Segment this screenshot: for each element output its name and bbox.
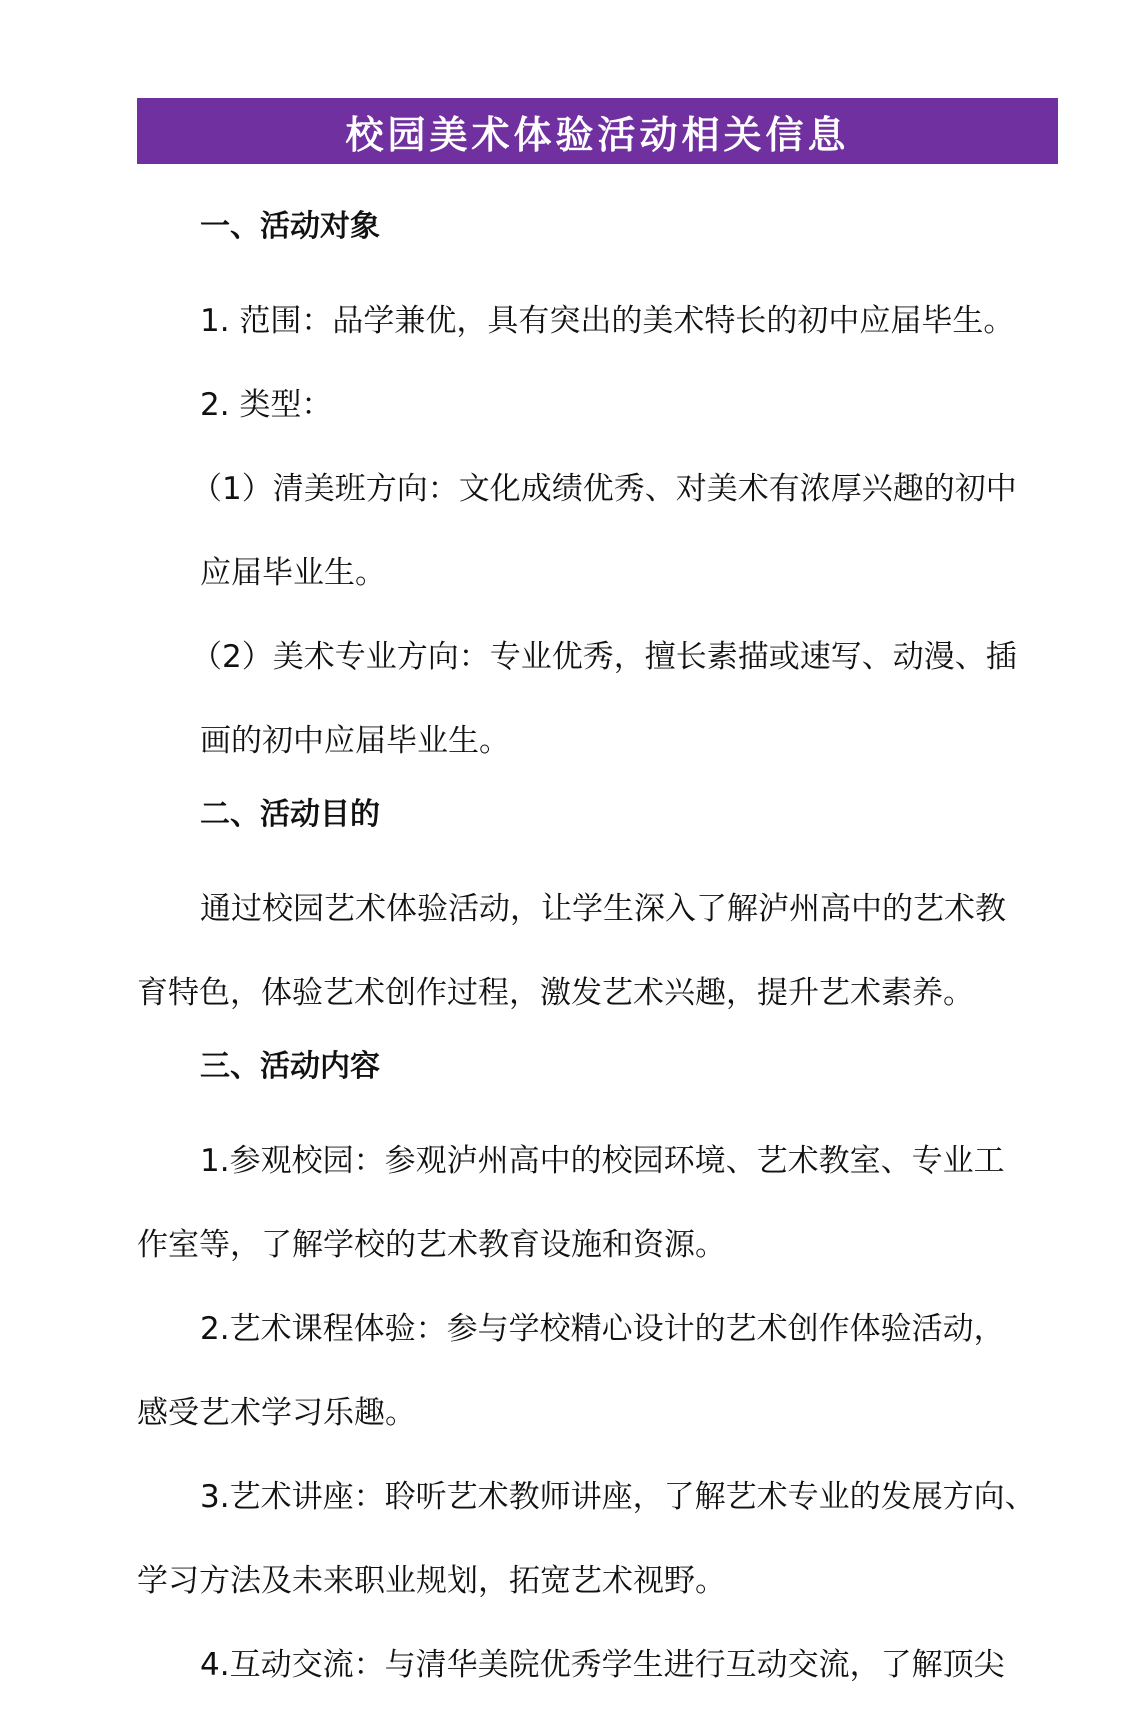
paragraph-line: 感受艺术学习乐趣。 <box>137 1395 416 1431</box>
paragraph-line: 1.参观校园：参观泸州高中的校园环境、艺术教室、专业工 <box>200 1143 1005 1179</box>
document-body <box>137 195 1058 1707</box>
document-title: 校园美术体验活动相关信息 <box>345 112 850 157</box>
section-content-body <box>137 1119 1058 1707</box>
section-heading-content: 三、活动内容 <box>200 1049 380 1084</box>
paragraph-line: （2）美术专业方向：专业优秀，擅长素描或速写、动漫、插 <box>191 639 1017 675</box>
paragraph-line: 学习方法及未来职业规划，拓宽艺术视野。 <box>137 1563 726 1599</box>
paragraph-line: 通过校园艺术体验活动，让学生深入了解泸州高中的艺术教 <box>200 891 1006 927</box>
paragraph-line: 2.艺术课程体验：参与学校精心设计的艺术创作体验活动， <box>200 1311 1005 1347</box>
title-bar <box>137 98 1058 164</box>
paragraph-line: 作室等，了解学校的艺术教育设施和资源。 <box>137 1227 726 1263</box>
paragraph-line: 2. 类型： <box>200 387 333 423</box>
section-purpose-body <box>137 867 1058 1035</box>
paragraph-line: 1. 范围：品学兼优，具有突出的美术特长的初中应届毕生。 <box>200 303 1015 339</box>
paragraph-line: 画的初中应届毕业生。 <box>200 723 510 759</box>
paragraph-line: 育特色，体验艺术创作过程，激发艺术兴趣，提升艺术素养。 <box>137 975 974 1011</box>
section-heading-purpose: 二、活动目的 <box>200 797 380 832</box>
paragraph-line: （1）清美班方向：文化成绩优秀、对美术有浓厚兴趣的初中 <box>191 471 1017 507</box>
paragraph-line: 3.艺术讲座：聆听艺术教师讲座，了解艺术专业的发展方向、 <box>200 1479 1036 1515</box>
section-target-body <box>137 279 1058 783</box>
section-heading-target: 一、活动对象 <box>200 209 380 244</box>
paragraph-line: 4.互动交流：与清华美院优秀学生进行互动交流，了解顶尖 <box>200 1647 1005 1683</box>
paragraph-line: 应届毕业生。 <box>200 555 386 591</box>
